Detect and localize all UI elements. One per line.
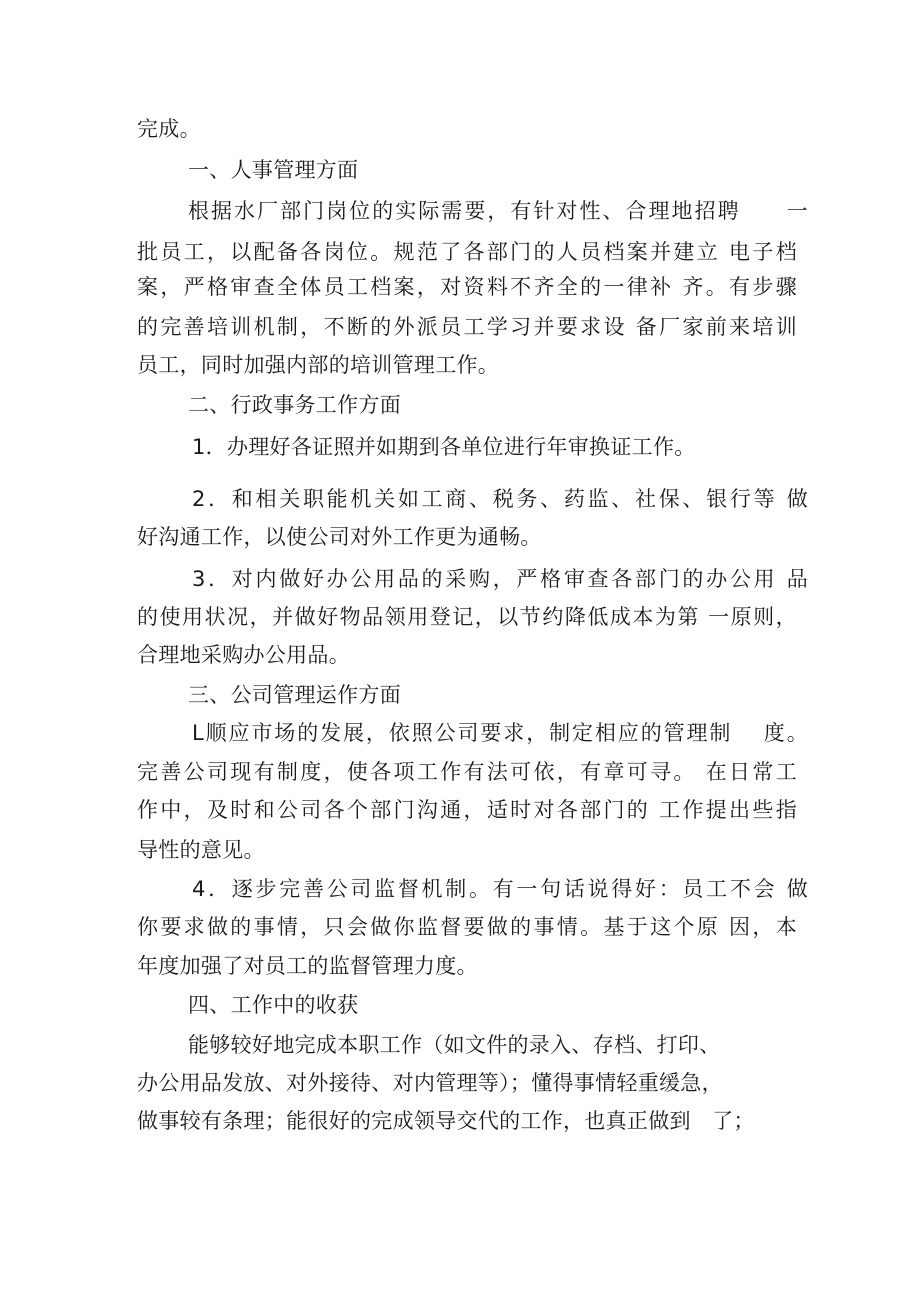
paragraph-line: 能够较好地完成本职工作（如文件的录入、存档、打印、 (188, 1033, 721, 1057)
section-heading: 四、工作中的收获 (188, 993, 359, 1017)
paragraph-line: 批员工，以配备各岗位。规范了各部门的人员档案并建立 电子档 (137, 240, 797, 264)
paragraph-line: 完善公司现有制度，使各项工作有法可依，有章可寻。 在日常工 (137, 760, 797, 784)
paragraph-line: 年度加强了对员工的监督管理力度。 (137, 954, 478, 978)
list-item: 1．办理好各证照并如期到各单位进行年审换证工作。 (192, 435, 696, 459)
paragraph-line: 好沟通工作，以使公司对外工作更为通畅。 (137, 525, 542, 549)
section-heading: 二、行政事务工作方面 (188, 393, 401, 417)
list-item: 3．对内做好办公用品的采购，严格审查各部门的办公用 品 (192, 567, 808, 591)
paragraph-line: 导性的意见。 (137, 838, 265, 862)
paragraph-line: 的使用状况，并做好物品领用登记，以节约降低成本为第 一原则， (137, 605, 797, 629)
paragraph-line: 做事较有条理；能很好的完成领导交代的工作，也真正做到 了； (137, 1109, 755, 1133)
paragraph-line: 合理地采购办公用品。 (137, 643, 350, 667)
paragraph-line: 完成。 (137, 117, 201, 141)
paragraph-line: 员工，同时加强内部的培训管理工作。 (137, 353, 500, 377)
section-heading: 一、人事管理方面 (188, 158, 359, 182)
list-item: 2．和相关职能机关如工商、税务、药监、社保、银行等 做 (192, 487, 808, 511)
paragraph-line: 办公用品发放、对外接待、对内管理等）；懂得事情轻重缓急， (137, 1071, 723, 1095)
section-heading: 三、公司管理运作方面 (188, 683, 401, 707)
list-item: L顺应市场的发展，依照公司要求，制定相应的管理制 度。 (192, 721, 808, 745)
paragraph-line: 作中，及时和公司各个部门沟通，适时对各部门的 工作提出些指 (137, 798, 797, 822)
paragraph-line: 的完善培训机制，不断的外派员工学习并要求设 备厂家前来培训 (137, 315, 797, 339)
paragraph-line: 案，严格审查全体员工档案，对资料不齐全的一律补 齐。有步骤 (137, 275, 797, 299)
paragraph-line: 你要求做的事情，只会做你监督要做的事情。基于这个原 因，本 (137, 915, 797, 939)
list-item: 4．逐步完善公司监督机制。有一句话说得好：员工不会 做 (192, 877, 808, 901)
paragraph-line: 根据水厂部门岗位的实际需要，有针对性、合理地招聘 一 (188, 199, 808, 223)
